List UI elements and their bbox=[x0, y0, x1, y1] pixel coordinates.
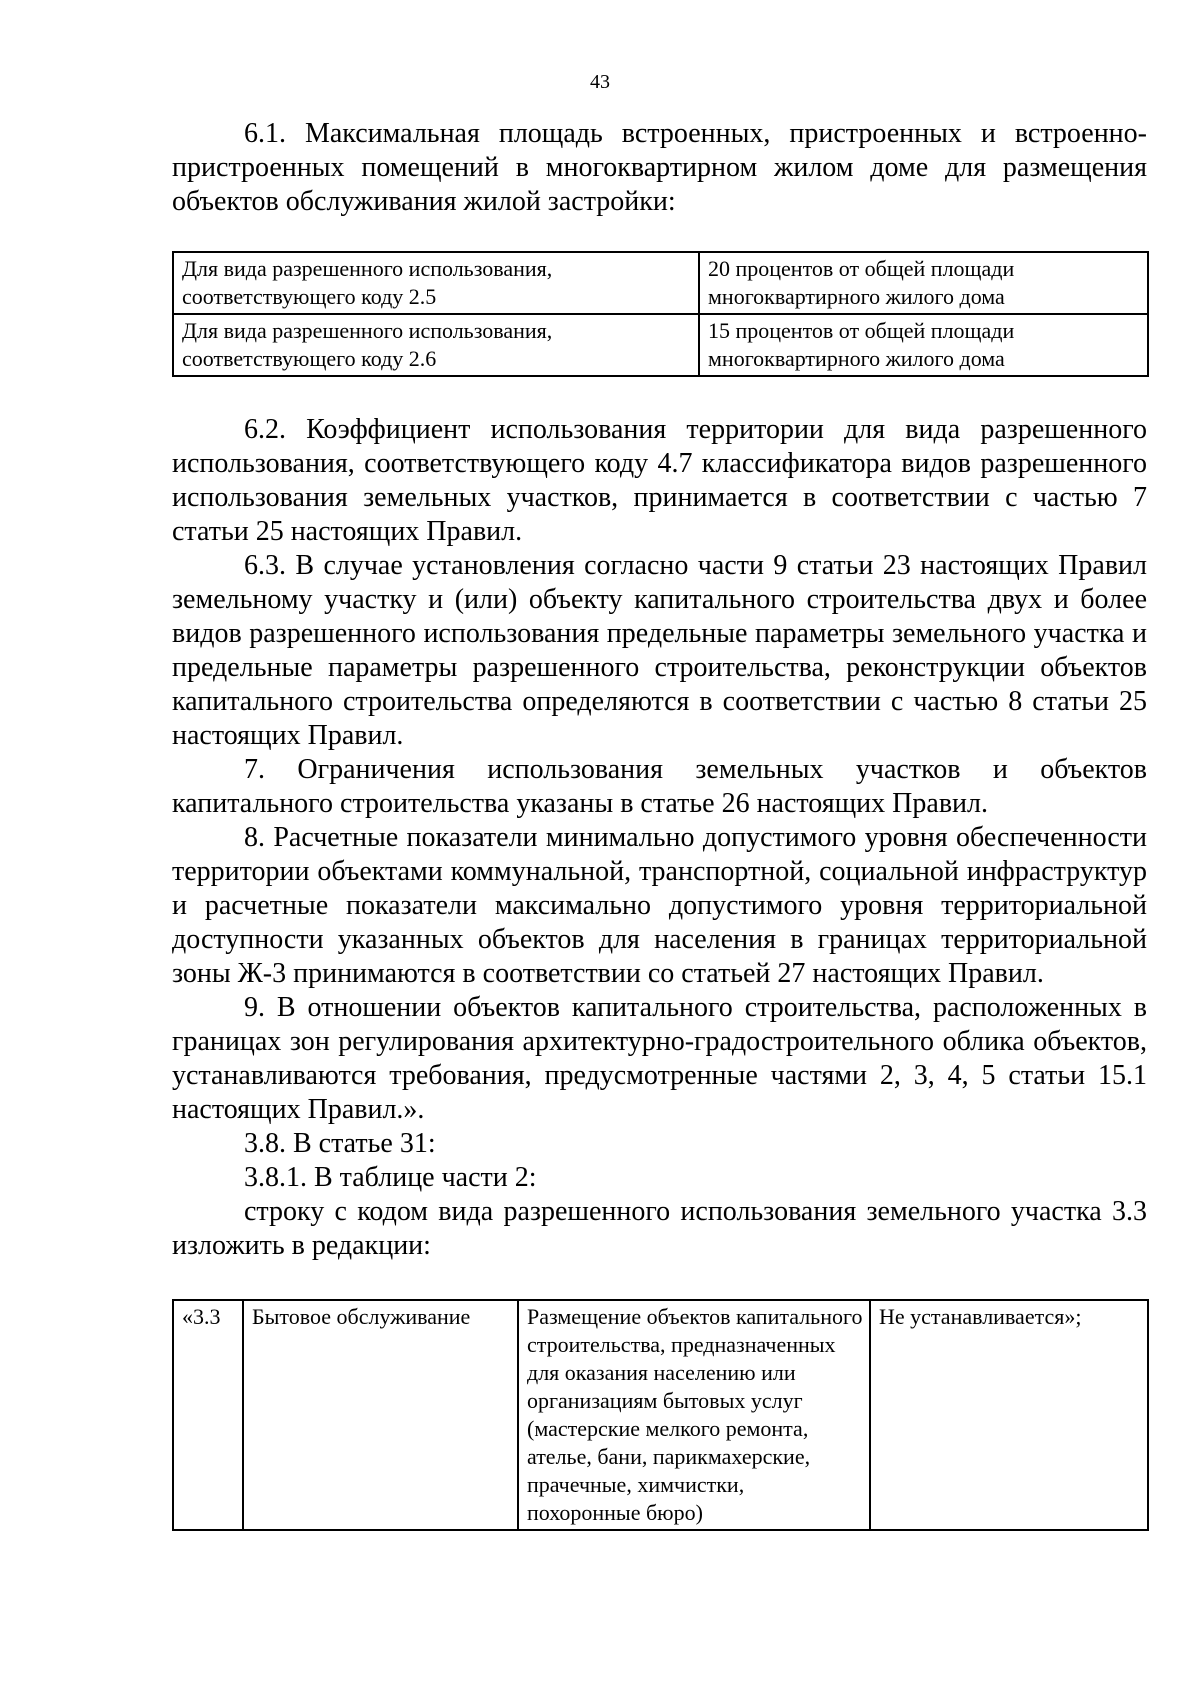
table-cell: 20 процентов от общей площади многоквартирного жилого дома bbox=[699, 252, 1148, 314]
paragraph-6-3: 6.3. В случае установления согласно части 9 статьи 23 настоящих Правил земельному участку и (или) объекту капитального строительства двух и более видов разрешенного использования предельные параметры земельного участка и предельные параметры разрешенного строительства, реконструкции объектов капитального строительства определяются в соответствии с частью 8 статьи 25 настоящих Правил. bbox=[172, 550, 1147, 751]
land-use-table bbox=[172, 1299, 1149, 1531]
page-number: 43 bbox=[590, 71, 610, 93]
table-cell: Для вида разрешенного использования, соответствующего коду 2.6 bbox=[173, 314, 699, 376]
table-row bbox=[173, 314, 1148, 376]
table-row bbox=[173, 1300, 1148, 1530]
paragraph-6-1: 6.1. Максимальная площадь встроенных, пристроенных и встроенно-пристроенных помещений в многоквартирном жилом доме для размещения объектов обслуживания жилой застройки: bbox=[172, 118, 1147, 217]
coverage-table bbox=[172, 251, 1149, 377]
paragraph-3-8-1: 3.8.1. В таблице части 2: bbox=[244, 1162, 537, 1193]
paragraph-row-instruction: строку с кодом вида разрешенного использования земельного участка 3.3 изложить в редакции: bbox=[172, 1196, 1147, 1261]
paragraph-9: 9. В отношении объектов капитального строительства, расположенных в границах зон регулирования архитектурно-градостроительного облика объектов, устанавливаются требования, предусмотренные частями 2, 3, 4, 5 статьи 15.1 настоящих Правил.». bbox=[172, 992, 1147, 1125]
paragraph-8: 8. Расчетные показатели минимально допустимого уровня обеспеченности территории объектами коммунальной, транспортной, социальной инфраструктур и расчетные показатели максимально допустимого уровня территориальной доступности указанных объектов для населения в границах территориальной зоны Ж-3 принимаются в соответствии со статьей 27 настоящих Правил. bbox=[172, 822, 1147, 989]
table-cell: Для вида разрешенного использования, соответствующего коду 2.5 bbox=[173, 252, 699, 314]
document-body bbox=[172, 117, 1147, 1531]
name-cell: Бытовое обслуживание bbox=[243, 1300, 518, 1530]
table-cell: 15 процентов от общей площади многоквартирного жилого дома bbox=[699, 314, 1148, 376]
code-cell: «3.3 bbox=[173, 1300, 243, 1530]
paragraph-3-8: 3.8. В статье 31: bbox=[244, 1128, 436, 1159]
description-cell: Размещение объектов капитального строительства, предназначенных для оказания населению или организациям бытовых услуг (мастерские мелкого ремонта, ателье, бани, парикмахерские, прачечные, химчистки, похоронные бюро) bbox=[518, 1300, 870, 1530]
paragraph-7: 7. Ограничения использования земельных участков и объектов капитального строительства указаны в статье 26 настоящих Правил. bbox=[172, 754, 1147, 819]
table-row bbox=[173, 252, 1148, 314]
parameter-cell: Не устанавливается»; bbox=[870, 1300, 1148, 1530]
paragraph-6-2: 6.2. Коэффициент использования территории для вида разрешенного использования, соответствующего коду 4.7 классификатора видов разрешенного использования земельных участков, принимается в соответствии с частью 7 статьи 25 настоящих Правил. bbox=[172, 414, 1147, 547]
